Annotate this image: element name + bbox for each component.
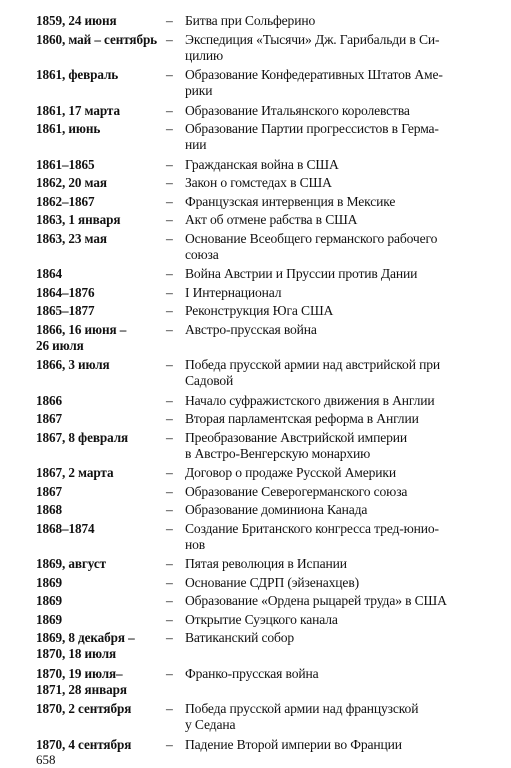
- entry-date: 1864–1876: [36, 284, 95, 300]
- entry-event: Преобразование Австрийской империи в Австро-Венгерскую монархию: [185, 429, 408, 461]
- entry-event: Образование Партии прогрессистов в Герма- нии: [185, 121, 439, 152]
- chronology-entry: [36, 411, 476, 427]
- page-number: 658: [36, 752, 56, 767]
- entry-date: 1869, август: [36, 556, 106, 571]
- chronology-entry: [36, 502, 476, 518]
- entry-date: 1863, 23 мая: [36, 230, 107, 246]
- entry-date: 1869: [36, 593, 62, 608]
- entry-event: Ватиканский собор: [185, 630, 295, 645]
- entry-dash: –: [166, 520, 173, 536]
- entry-dash: –: [166, 701, 173, 716]
- entry-date: 1860, май – сентябрь: [36, 31, 158, 47]
- entry-dash: –: [166, 67, 173, 82]
- entry-dash: –: [166, 193, 173, 209]
- chronology-entry: [36, 67, 476, 99]
- chronology-entry: [36, 103, 476, 119]
- chronology-entry: [36, 612, 476, 628]
- entry-date: 1859, 24 июня: [36, 13, 117, 28]
- entry-date: 1867, 8 февраля: [36, 429, 129, 445]
- entry-date: 1866, 3 июля: [36, 357, 110, 372]
- entry-date: 1863, 1 января: [36, 212, 121, 227]
- entry-dash: –: [166, 665, 173, 681]
- entry-date: 1867: [36, 411, 62, 426]
- entry-dash: –: [166, 156, 173, 172]
- entry-date: 1861–1865: [36, 156, 95, 172]
- entry-event: Образование Конфедеративных Штатов Аме- рики: [185, 67, 443, 98]
- entry-dash: –: [166, 630, 173, 645]
- chronology-entry: [36, 13, 476, 29]
- entry-event: Австро-прусская война: [185, 321, 317, 337]
- entry-event: Победа прусской армии над французской у Седана: [185, 701, 419, 732]
- entry-dash: –: [166, 736, 173, 752]
- entry-dash: –: [166, 483, 173, 499]
- entry-event: Война Австрии и Пруссии против Дании: [185, 266, 418, 281]
- entry-dash: –: [166, 230, 173, 246]
- entry-event: Основание СДРП (эйзенахцев): [185, 574, 359, 590]
- chronology-entry: [36, 430, 476, 462]
- chronology-entry: [36, 322, 476, 354]
- entry-dash: –: [166, 556, 173, 571]
- entry-event: Экспедиция «Тысячи» Дж. Гарибальди в Си- цилию: [185, 31, 440, 63]
- chronology-entry: [36, 32, 476, 64]
- entry-event: Падение Второй империи во Франции: [185, 736, 402, 752]
- chronology-entry: [36, 630, 476, 662]
- entry-event: Акт об отмене рабства в США: [185, 212, 358, 227]
- entry-date: 1869, 8 декабря – 1870, 18 июля: [36, 630, 135, 661]
- chronology-entry: [36, 175, 476, 191]
- chronology-entry: [36, 303, 476, 319]
- entry-event: Образование Северогерманского союза: [185, 483, 408, 499]
- chronology-entry: [36, 701, 476, 733]
- entry-dash: –: [166, 611, 173, 627]
- entry-event: Договор о продаже Русской Америки: [185, 465, 396, 480]
- entry-dash: –: [166, 303, 173, 318]
- chronology-entry: [36, 212, 476, 228]
- chronology-entry: [36, 393, 476, 409]
- chronology-entry: [36, 666, 476, 698]
- entry-event: Победа прусской армии над австрийской при Садовой: [185, 357, 440, 388]
- entry-event: Гражданская война в США: [185, 156, 339, 172]
- entry-dash: –: [166, 321, 173, 337]
- entry-dash: –: [166, 593, 173, 608]
- entry-dash: –: [166, 102, 173, 118]
- chronology-entry: [36, 575, 476, 591]
- chronology-entry: [36, 357, 476, 389]
- entry-event: Вторая парламентская реформа в Англии: [185, 411, 419, 426]
- chronology-entry: [36, 121, 476, 153]
- entry-event: Основание Всеобщего германского рабочего союза: [185, 230, 438, 262]
- entry-dash: –: [166, 212, 173, 227]
- entry-event: Битва при Сольферино: [185, 13, 316, 28]
- entry-event: Образование «Ордена рыцарей труда» в США: [185, 593, 447, 608]
- entry-dash: –: [166, 502, 173, 517]
- entry-event: Открытие Суэцкого канала: [185, 611, 338, 627]
- entry-event: Начало суфражистского движения в Англии: [185, 392, 435, 408]
- entry-dash: –: [166, 284, 173, 300]
- chronology-entry: [36, 521, 476, 553]
- entry-date: 1862, 20 мая: [36, 175, 107, 190]
- entry-date: 1869: [36, 574, 62, 590]
- chronology-entry: [36, 465, 476, 481]
- entry-date: 1866: [36, 392, 62, 408]
- entry-date: 1870, 4 сентября: [36, 736, 132, 752]
- entry-dash: –: [166, 411, 173, 426]
- entry-dash: –: [166, 429, 173, 445]
- entry-date: 1861, 17 марта: [36, 102, 120, 118]
- entry-dash: –: [166, 31, 173, 47]
- entry-dash: –: [166, 175, 173, 190]
- chronology-list: [36, 13, 476, 755]
- chronology-entry: [36, 285, 476, 301]
- chronology-entry: [36, 194, 476, 210]
- entry-date: 1862–1867: [36, 193, 95, 209]
- entry-date: 1864: [36, 266, 62, 281]
- entry-date: 1861, июнь: [36, 121, 101, 136]
- entry-dash: –: [166, 465, 173, 480]
- entry-date: 1868–1874: [36, 520, 95, 536]
- chronology-entry: [36, 556, 476, 572]
- entry-event: Создание Британского конгресса тред-юнио- нов: [185, 520, 439, 552]
- chronology-entry: [36, 593, 476, 609]
- entry-date: 1866, 16 июня – 26 июля: [36, 321, 127, 353]
- entry-event: Франко-прусская война: [185, 665, 319, 681]
- entry-dash: –: [166, 121, 173, 136]
- entry-dash: –: [166, 266, 173, 281]
- entry-dash: –: [166, 574, 173, 590]
- entry-date: 1865–1877: [36, 303, 95, 318]
- entry-dash: –: [166, 392, 173, 408]
- entry-date: 1870, 2 сентября: [36, 701, 132, 716]
- entry-event: Реконструкция Юга США: [185, 303, 334, 318]
- chronology-entry: [36, 266, 476, 282]
- chronology-entry: [36, 231, 476, 263]
- entry-date: 1861, февраль: [36, 67, 119, 82]
- entry-dash: –: [166, 13, 173, 28]
- entry-event: Пятая революция в Испании: [185, 556, 347, 571]
- entry-event: Закон о гомстедах в США: [185, 175, 332, 190]
- entry-date: 1870, 19 июля– 1871, 28 января: [36, 665, 127, 697]
- entry-date: 1869: [36, 611, 62, 627]
- chronology-entry: [36, 737, 476, 753]
- entry-event: I Интернационал: [185, 284, 282, 300]
- chronology-entry: [36, 484, 476, 500]
- entry-event: Образование Итальянского королевства: [185, 102, 410, 118]
- chronology-entry: [36, 157, 476, 173]
- entry-date: 1867, 2 марта: [36, 465, 114, 480]
- entry-event: Образование доминиона Канада: [185, 502, 368, 517]
- entry-date: 1868: [36, 502, 62, 517]
- entry-dash: –: [166, 357, 173, 372]
- entry-date: 1867: [36, 483, 62, 499]
- entry-event: Французская интервенция в Мексике: [185, 193, 396, 209]
